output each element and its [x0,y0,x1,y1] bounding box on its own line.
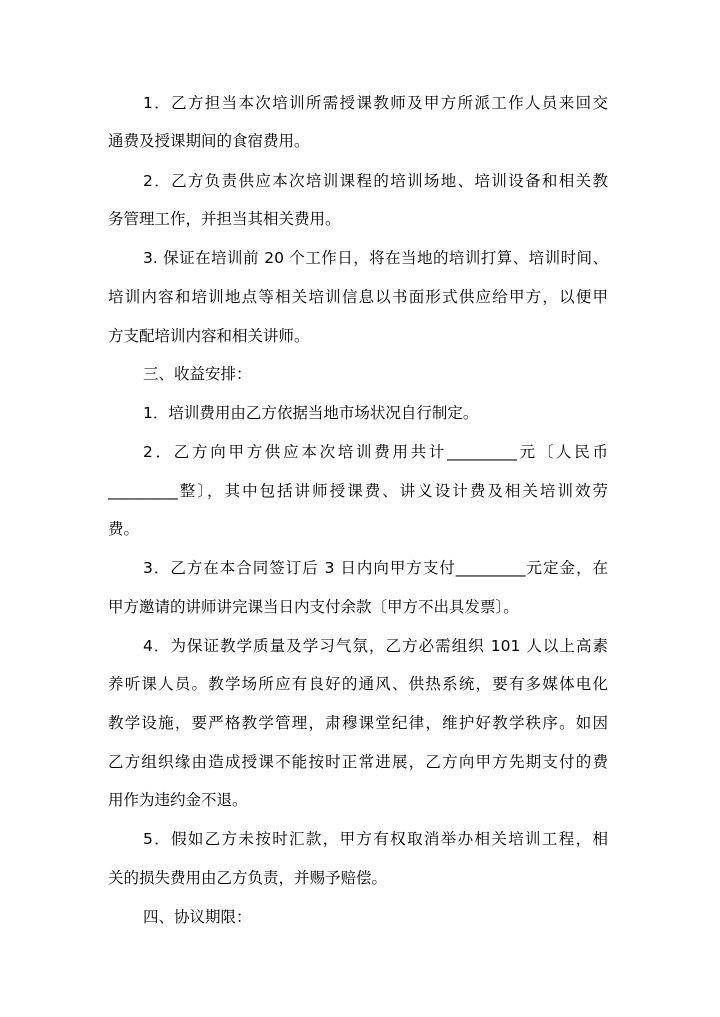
text-line-1: 1．乙方担当本次培训所需授课教师及甲方所派工作人员来回交 [143,94,608,112]
text-line-17: 教学设施，要严格教学管理，肃穆课堂纪律，维护好教学秩序。如因 [108,714,608,732]
text-line-21: 关的损失费用由乙方负责，并赐予赔偿。 [108,869,388,887]
text-line-9: 1．培训费用由乙方依据当地市场状况自行制定。 [143,404,479,422]
text-line-14: 甲方邀请的讲师讲完课当日内支付余款〔甲方不出具发票〕。 [108,598,519,616]
text-line-15: 4．为保证教学质量及学习气氛，乙方必需组织 101 人以上高素 [143,637,608,655]
text-line-3: 2．乙方负责供应本次培训课程的培训场地、培训设备和相关教 [143,172,608,190]
text-line-5: 3. 保证在培训前 20 个工作日，将在当地的培训打算、培训时间、 [143,249,608,267]
section-heading-3: 三、收益安排： [143,365,252,383]
text-line-16: 养听课人员。教学场所应有良好的通风、供热系统，要有多媒体电化 [108,675,608,693]
text-line-7: 方支配培训内容和相关讲师。 [108,327,310,345]
text-line-20: 5．假如乙方未按时汇款，甲方有权取消举办相关培训工程，相 [143,830,608,848]
text-line-18: 乙方组织缘由造成授课不能按时正常进展，乙方向甲方先期支付的费 [108,753,608,771]
text-line-2: 通费及授课期间的食宿费用。 [108,132,310,150]
text-line-4: 务管理工作，并担当其相关费用。 [108,210,341,228]
text-line-12: 费。 [108,520,140,538]
text-line-6: 培训内容和培训地点等相关培训信息以书面形式供应给甲方，以便甲 [108,288,608,306]
section-heading-4: 四、协议期限： [143,908,252,926]
text-line-11: _________整〕，其中包括讲师授课费、讲义设计费及相关培训效劳 [108,482,608,500]
text-line-19: 用作为违约金不退。 [108,791,248,809]
text-line-10: 2．乙方向甲方供应本次培训费用共计_________元〔人民币 [143,443,608,461]
text-line-13: 3．乙方在本合同签订后 3 日内向甲方支付_________元定金，在 [143,559,608,577]
